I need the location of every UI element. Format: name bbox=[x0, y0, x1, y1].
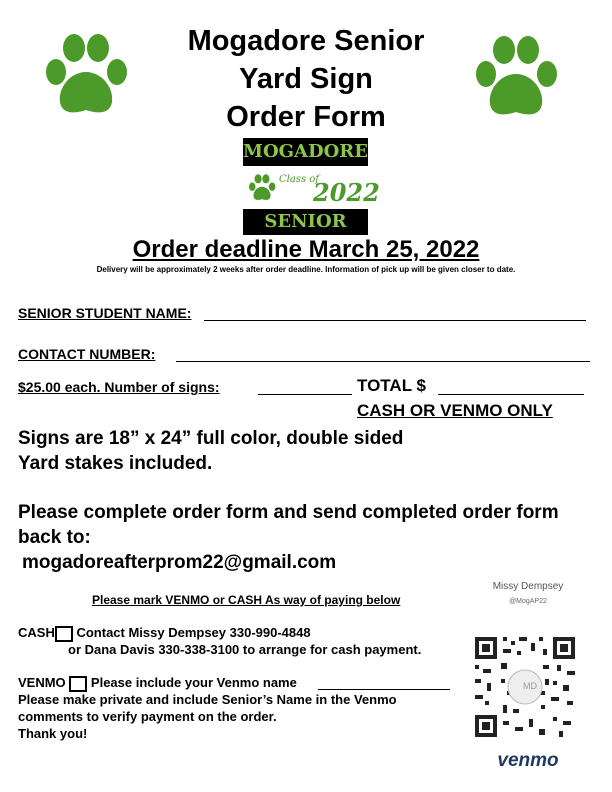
payment-only-note: CASH OR VENMO ONLY bbox=[357, 401, 553, 420]
logo-banner-bottom: SENIOR bbox=[243, 209, 368, 235]
delivery-note: Delivery will be approximately 2 weeks after order deadline. Information of pick up will be given closer to date. bbox=[96, 265, 516, 274]
contact-email[interactable]: mogadoreafterprom22@gmail.com bbox=[22, 552, 337, 573]
venmo-checkbox[interactable] bbox=[69, 676, 87, 692]
order-deadline: Order deadline March 25, 2022 bbox=[132, 236, 480, 263]
venmo-instruction-3: comments to verify payment on the order. bbox=[18, 709, 277, 724]
paw-print-icon-left bbox=[40, 30, 132, 122]
price-label: $25.00 each. Number of signs: bbox=[18, 379, 220, 395]
logo-banner-top: MOGADORE bbox=[243, 138, 368, 166]
venmo-instruction-1: Please include your Venmo name bbox=[90, 675, 297, 690]
total-field[interactable] bbox=[438, 394, 584, 395]
venmo-name: Missy Dempsey bbox=[492, 581, 564, 592]
title-line-3: Order Form bbox=[226, 101, 386, 133]
cash-contact-line-1: Contact Missy Dempsey 330-990-4848 bbox=[76, 625, 311, 640]
student-name-field[interactable] bbox=[204, 320, 586, 321]
cash-checkbox[interactable] bbox=[55, 626, 73, 642]
thank-you-text: Thank you! bbox=[18, 726, 88, 741]
venmo-avatar-initials: MD bbox=[523, 681, 537, 691]
contact-number-label: CONTACT NUMBER: bbox=[18, 346, 156, 362]
title-line-2: Yard Sign bbox=[239, 63, 373, 95]
logo-paw-icon bbox=[247, 173, 277, 203]
sign-size-info: Signs are 18” x 24” full color, double sided bbox=[18, 428, 404, 449]
cash-contact-line-2: or Dana Davis 330-338-3100 to arrange for cash payment. bbox=[68, 642, 422, 657]
contact-number-field[interactable] bbox=[176, 361, 590, 362]
class-logo bbox=[243, 168, 380, 208]
cash-option bbox=[18, 624, 311, 642]
title-line-1: Mogadore Senior bbox=[187, 25, 425, 57]
page-title bbox=[150, 22, 462, 136]
payment-instruction: Please mark VENMO or CASH As way of paying below bbox=[92, 593, 401, 607]
cash-label: CASH bbox=[18, 625, 55, 640]
venmo-label: VENMO bbox=[18, 675, 66, 690]
venmo-name-field[interactable] bbox=[318, 689, 450, 690]
venmo-instruction-2: Please make private and include Senior’s Name in the Venmo bbox=[18, 692, 397, 707]
venmo-logo: venmo bbox=[497, 750, 559, 771]
number-of-signs-field[interactable] bbox=[258, 394, 352, 395]
total-label: TOTAL $ bbox=[357, 376, 426, 395]
instructions-line-2: back to: bbox=[18, 527, 91, 548]
student-name-label: SENIOR STUDENT NAME: bbox=[18, 305, 192, 321]
venmo-handle: @MogAP22 bbox=[509, 598, 547, 605]
venmo-option bbox=[18, 674, 297, 692]
logo-year: 2022 bbox=[313, 178, 380, 207]
logo-class-of: Class of bbox=[279, 174, 319, 185]
instructions-line-1: Please complete order form and send completed order form bbox=[18, 502, 559, 523]
venmo-card bbox=[468, 575, 588, 775]
stakes-info: Yard stakes included. bbox=[18, 453, 213, 474]
paw-print-icon-right bbox=[470, 32, 562, 124]
